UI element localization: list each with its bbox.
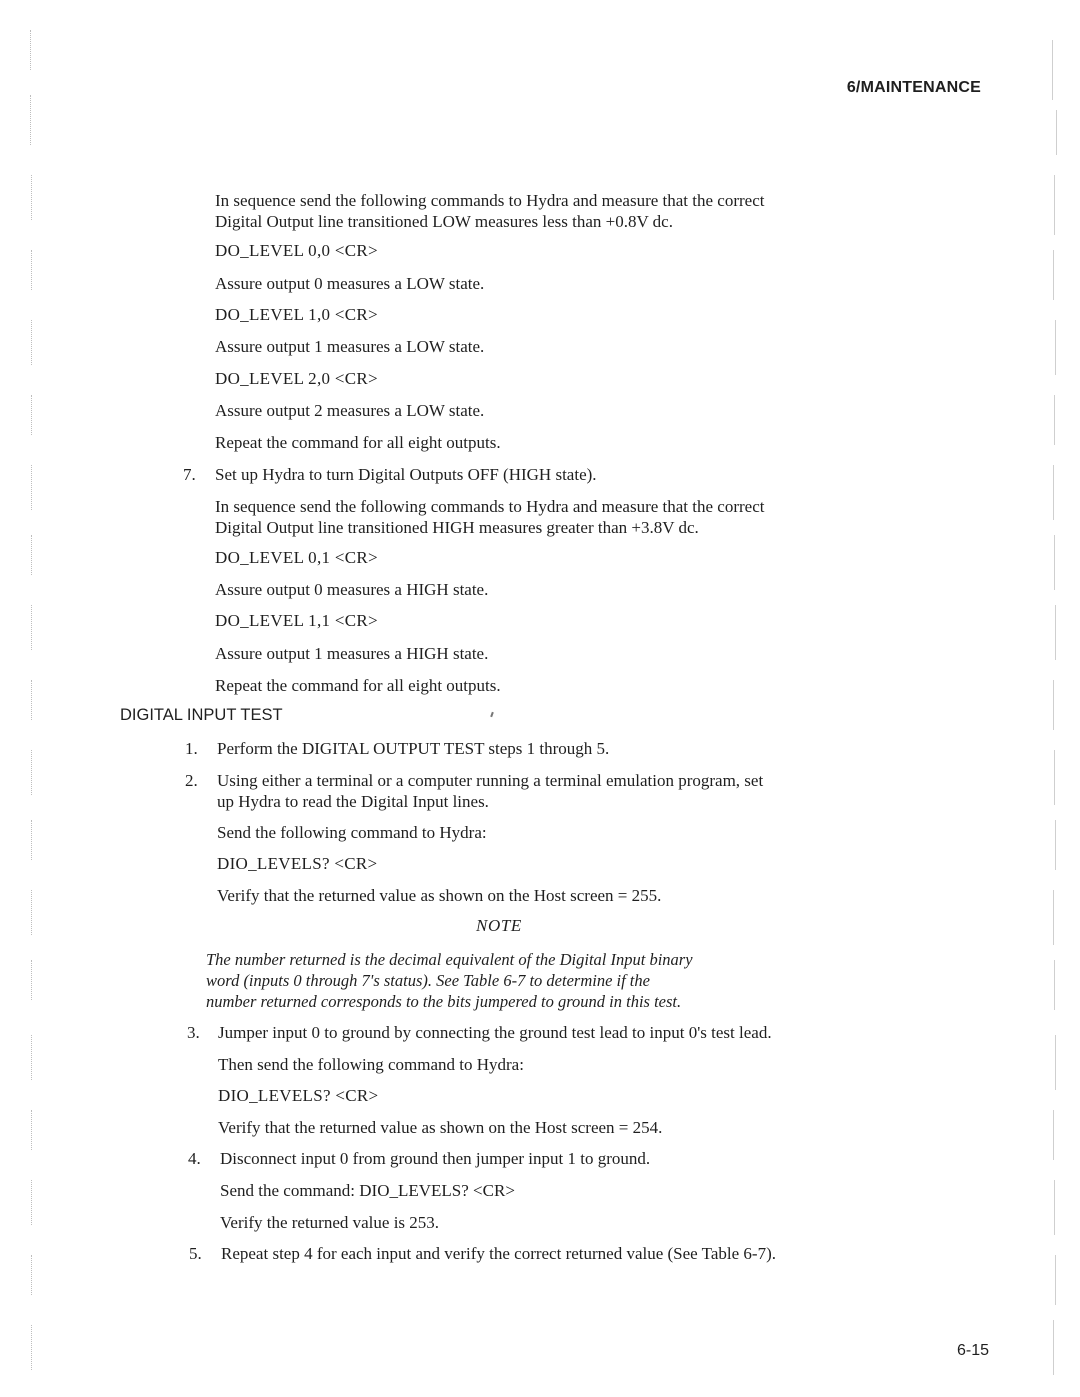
scan-edge-mark — [1053, 250, 1055, 300]
scan-edge-mark — [1054, 535, 1056, 590]
note-title: NOTE — [476, 916, 522, 935]
instruction-line: Repeat the command for all eight outputs. — [215, 676, 501, 695]
scan-edge-mark — [31, 1255, 33, 1295]
scan-edge-mark — [31, 1035, 33, 1080]
command-line: DO_LEVEL 1,1 <CR> — [215, 611, 378, 630]
scan-edge-mark — [1053, 1320, 1055, 1375]
scan-edge-mark — [1054, 1180, 1056, 1235]
scan-edge-mark — [31, 535, 33, 575]
command-line: DO_LEVEL 2,0 <CR> — [215, 369, 378, 388]
step-number: 7. — [183, 465, 196, 484]
intro-text-line: In sequence send the following commands to Hydra and measure that the correct — [215, 191, 765, 210]
scan-edge-mark — [30, 95, 32, 145]
scan-edge-mark — [1054, 960, 1056, 1010]
scan-edge-mark — [1052, 40, 1054, 100]
scan-edge-mark — [1056, 110, 1058, 155]
scan-edge-mark — [1054, 395, 1056, 445]
instruction-line: Send the command: DIO_LEVELS? <CR> — [220, 1181, 515, 1200]
scan-edge-mark — [30, 30, 32, 70]
instruction-line: Verify that the returned value as shown on the Host screen = 254. — [218, 1118, 663, 1137]
scan-edge-mark — [31, 605, 33, 650]
step-number: 5. — [189, 1244, 202, 1263]
step-text: up Hydra to read the Digital Input lines. — [217, 792, 489, 811]
command-line: DO_LEVEL 0,1 <CR> — [215, 548, 378, 567]
step-text: Using either a terminal or a computer running a terminal emulation program, set — [217, 771, 764, 790]
instruction-line: Send the following command to Hydra: — [217, 823, 487, 842]
scan-edge-mark — [31, 890, 33, 935]
command-line: DO_LEVEL 0,0 <CR> — [215, 241, 378, 260]
scan-edge-mark — [1054, 175, 1056, 235]
scan-edge-mark — [31, 1110, 33, 1150]
scan-edge-mark — [1055, 1255, 1057, 1305]
scan-edge-mark — [1055, 320, 1057, 375]
instruction-line: Assure output 0 measures a HIGH state. — [215, 580, 489, 599]
scan-edge-mark — [1053, 890, 1055, 945]
scan-edge-mark — [31, 320, 33, 365]
step-number: 1. — [185, 739, 198, 758]
note-text-line: The number returned is the decimal equivalent of the Digital Input binary — [206, 950, 693, 969]
section-heading: DIGITAL INPUT TEST — [120, 706, 283, 724]
instruction-line: Verify the returned value is 253. — [220, 1213, 440, 1232]
step-number: 2. — [185, 771, 198, 790]
step-text: Set up Hydra to turn Digital Outputs OFF (HIGH state). — [215, 465, 597, 484]
step-text: Jumper input 0 to ground by connecting the ground test lead to input 0's test lead. — [218, 1023, 772, 1042]
scan-edge-mark — [31, 680, 33, 720]
command-line: DIO_LEVELS? <CR> — [218, 1086, 379, 1105]
step-text: Perform the DIGITAL OUTPUT TEST steps 1 through 5. — [217, 739, 610, 758]
scan-edge-mark — [31, 250, 33, 290]
scan-edge-mark — [31, 960, 33, 1000]
note-text-line: word (inputs 0 through 7's status). See Table 6-7 to determine if the — [206, 971, 650, 990]
scan-edge-mark — [31, 1325, 33, 1370]
running-header: 6/MAINTENANCE — [846, 79, 981, 96]
instruction-line: Assure output 2 measures a LOW state. — [215, 401, 485, 420]
step-text: Repeat step 4 for each input and verify the correct returned value (See Table 6-7). — [221, 1244, 777, 1263]
command-line: DIO_LEVELS? <CR> — [217, 854, 378, 873]
scan-edge-mark — [1055, 820, 1057, 870]
step-number: 4. — [188, 1149, 201, 1168]
page-number: 6-15 — [956, 1342, 989, 1359]
instruction-line: Then send the following command to Hydra: — [218, 1055, 524, 1074]
instruction-line: Assure output 0 measures a LOW state. — [215, 274, 485, 293]
instruction-line: Repeat the command for all eight outputs. — [215, 433, 501, 452]
scan-edge-mark — [31, 750, 33, 795]
intro-text-line: In sequence send the following commands to Hydra and measure that the correct — [215, 497, 765, 516]
scan-edge-mark — [31, 465, 33, 510]
step-number: 3. — [187, 1023, 200, 1042]
scan-edge-mark — [31, 820, 33, 860]
scan-edge-mark — [1053, 465, 1055, 520]
intro-text-line: Digital Output line transitioned HIGH measures greater than +3.8V dc. — [215, 518, 699, 537]
instruction-line: Assure output 1 measures a LOW state. — [215, 337, 485, 356]
intro-text-line: Digital Output line transitioned LOW measures less than +0.8V dc. — [215, 212, 673, 231]
step-text: Disconnect input 0 from ground then jumper input 1 to ground. — [220, 1149, 651, 1168]
scan-edge-mark — [1053, 680, 1055, 730]
scan-edge-mark — [1053, 1110, 1055, 1160]
scan-edge-mark — [1054, 750, 1056, 805]
scan-speck — [490, 712, 494, 717]
scan-edge-mark — [31, 175, 33, 220]
scan-edge-mark — [1055, 1035, 1057, 1090]
scan-edge-mark — [31, 395, 33, 435]
scan-edge-mark — [1055, 605, 1057, 660]
note-text-line: number returned corresponds to the bits jumpered to ground in this test. — [206, 992, 682, 1011]
instruction-line: Assure output 1 measures a HIGH state. — [215, 644, 489, 663]
instruction-line: Verify that the returned value as shown on the Host screen = 255. — [217, 886, 662, 905]
scan-edge-mark — [31, 1180, 33, 1225]
command-line: DO_LEVEL 1,0 <CR> — [215, 305, 378, 324]
